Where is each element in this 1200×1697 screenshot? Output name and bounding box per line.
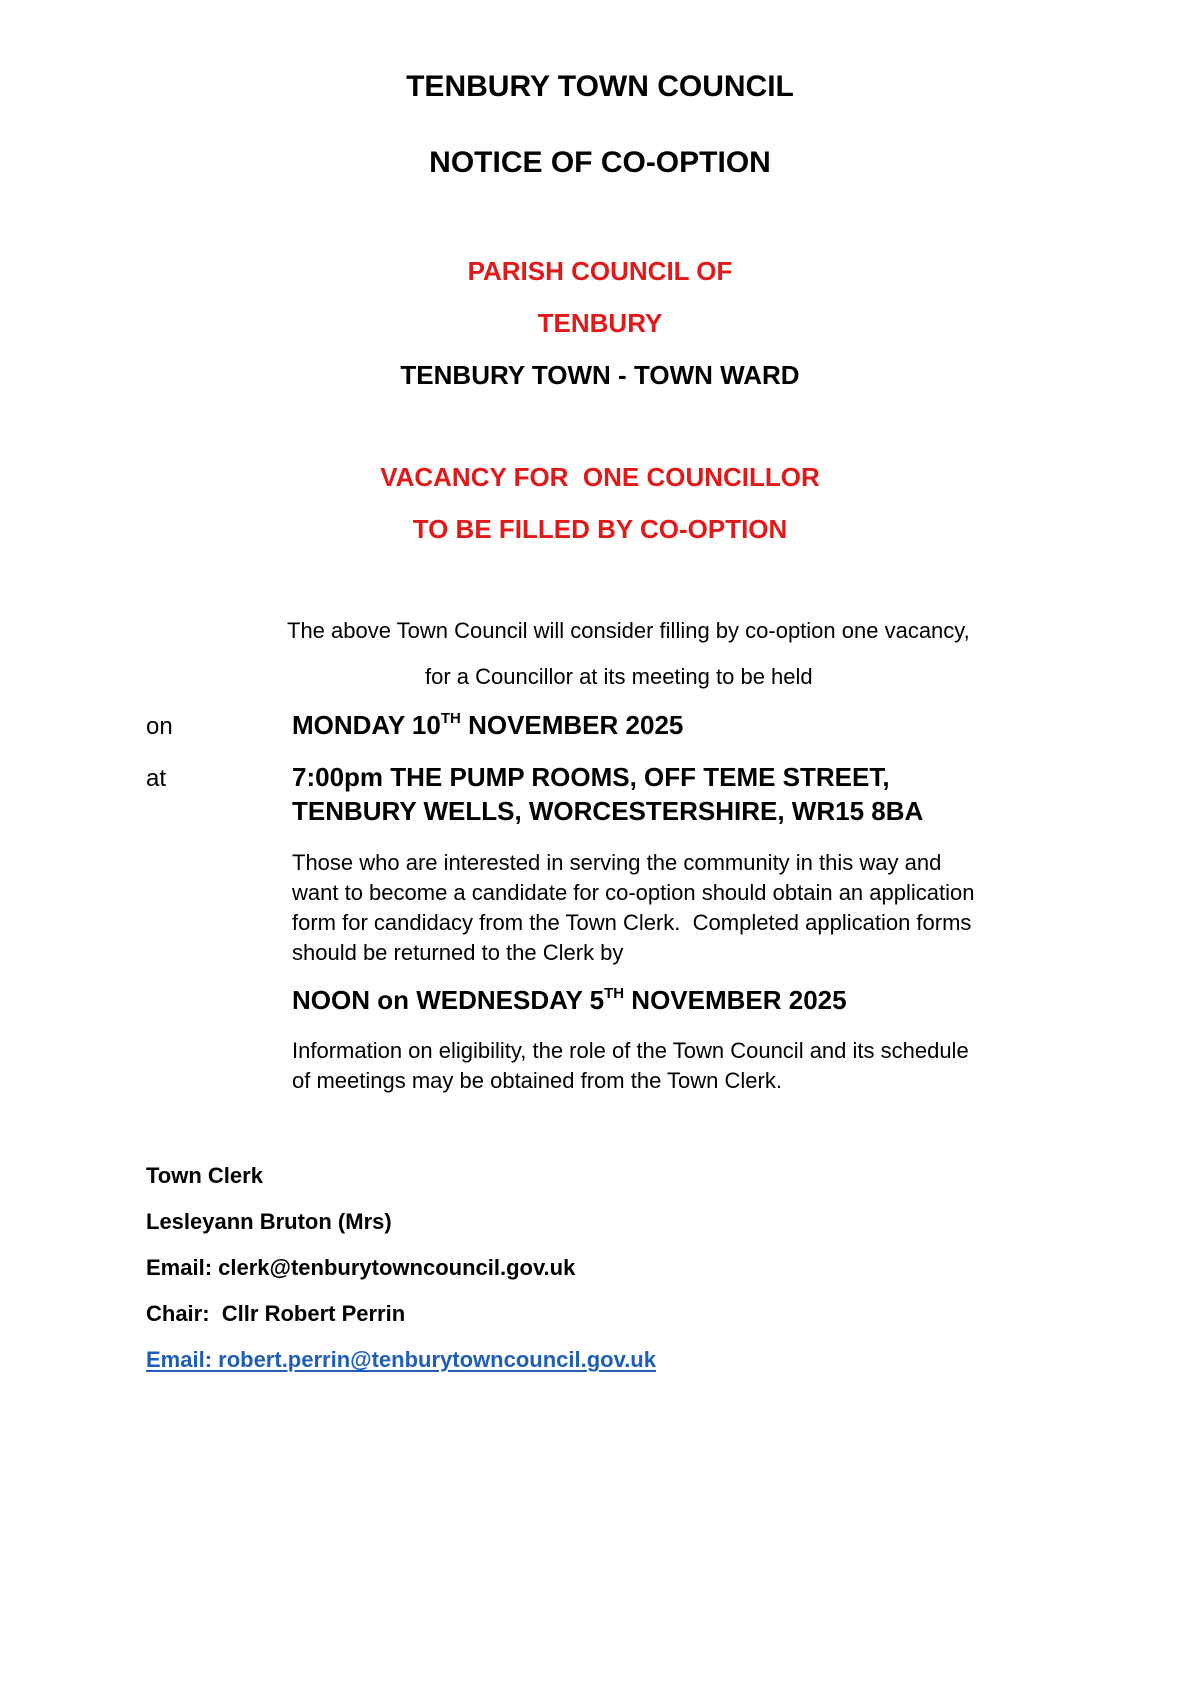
intro-line1: The above Town Council will consider filling by co-option one vacancy, xyxy=(287,618,970,643)
vacancy-heading-line2: TO BE FILLED BY CO-OPTION xyxy=(412,514,788,544)
venue-line1: 7:00pm THE PUMP ROOMS, OFF TEME STREET, xyxy=(292,762,890,792)
deadline-prefix: NOON on WEDNESDAY 5 xyxy=(292,985,605,1015)
parish-heading-line1: PARISH COUNCIL OF xyxy=(467,256,733,286)
parish-heading-line2: TENBURY xyxy=(537,308,663,338)
meeting-date-prefix: MONDAY 10 xyxy=(292,710,441,740)
application-paragraph xyxy=(292,848,1072,968)
application-line: Those who are interested in serving the community in this way and xyxy=(292,850,942,875)
vacancy-heading-line1: VACANCY FOR ONE COUNCILLOR xyxy=(380,462,820,492)
council-name-heading: TENBURY TOWN COUNCIL xyxy=(406,70,794,103)
meeting-date-rest: NOVEMBER 2025 xyxy=(460,710,684,740)
deadline xyxy=(292,983,847,1022)
ward-heading: TENBURY TOWN - TOWN WARD xyxy=(400,360,800,390)
venue-line2: TENBURY WELLS, WORCESTERSHIRE, WR15 8BA xyxy=(292,796,924,826)
info-line: Information on eligibility, the role of the Town Council and its schedule xyxy=(292,1038,969,1063)
application-line: should be returned to the Clerk by xyxy=(292,940,624,965)
intro-line2: for a Councillor at its meeting to be held xyxy=(425,664,813,689)
deadline-rest: NOVEMBER 2025 xyxy=(624,985,847,1015)
meeting-venue xyxy=(292,760,923,828)
chair-email-link[interactable]: Email: robert.perrin@tenburytowncouncil.gov.uk xyxy=(146,1347,656,1372)
at-label: at xyxy=(146,765,167,792)
application-line: form for candidacy from the Town Clerk. Completed application forms xyxy=(292,910,972,935)
meeting-date-ordinal: TH xyxy=(440,710,461,727)
clerk-name: Lesleyann Bruton (Mrs) xyxy=(146,1209,392,1234)
meeting-date xyxy=(292,708,683,747)
info-paragraph xyxy=(292,1036,1072,1096)
notice-title-heading: NOTICE OF CO-OPTION xyxy=(429,146,771,179)
application-line: want to become a candidate for co-option should obtain an application xyxy=(292,880,975,905)
clerk-role: Town Clerk xyxy=(146,1163,263,1188)
deadline-ordinal: TH xyxy=(604,985,625,1002)
clerk-email: Email: clerk@tenburytowncouncil.gov.uk xyxy=(146,1255,576,1280)
info-line: of meetings may be obtained from the Town Clerk. xyxy=(292,1068,782,1093)
chair-name: Chair: Cllr Robert Perrin xyxy=(146,1301,406,1326)
on-label: on xyxy=(146,713,173,740)
